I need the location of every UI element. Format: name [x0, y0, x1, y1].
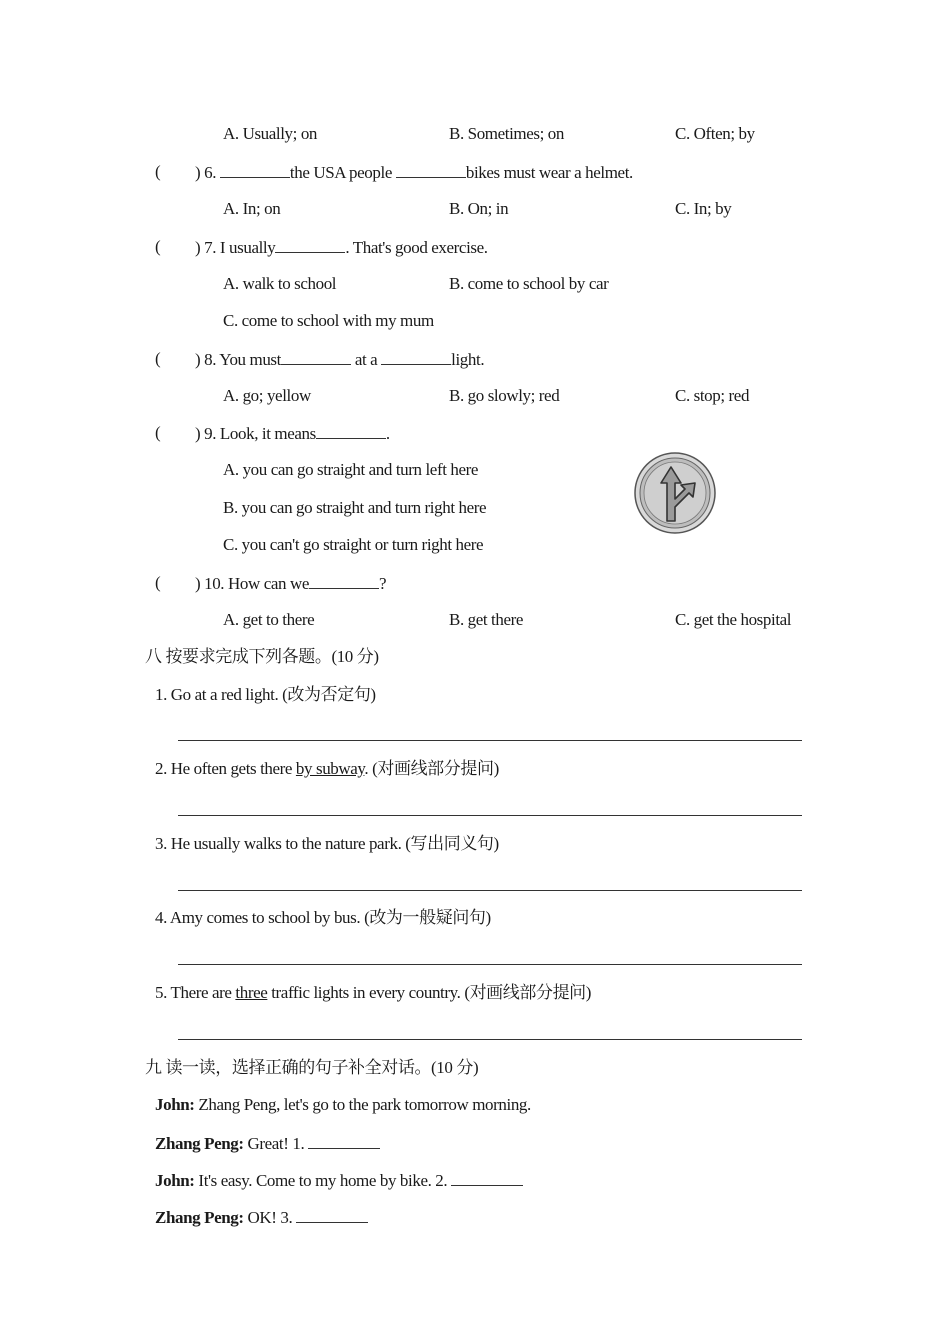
q8-blank-2[interactable] [381, 348, 451, 365]
q9-blank[interactable] [316, 422, 386, 439]
q6-answer-paren[interactable]: ( [155, 162, 161, 181]
speaker-label: John: [155, 1171, 195, 1190]
section-9-title: 九 读一读，选择正确的句子补全对话。(10 分) [145, 1058, 479, 1077]
q7-question [195, 236, 488, 259]
s8-item-2-underlined: by subway [295, 759, 365, 778]
q5-option-b: B. Sometimes; on [449, 124, 564, 143]
q8-text-1: at a [354, 350, 378, 369]
s8-item-4: 4. Amy comes to school by bus. (改为一般疑问句) [155, 908, 491, 927]
q6-option-c: C. In; by [675, 199, 732, 218]
q8-option-c: C. stop; red [675, 386, 750, 405]
q9-option-b: B. you can go straight and turn right here [223, 498, 487, 517]
q6-blank-2[interactable] [396, 161, 466, 178]
s8-item-1: 1. Go at a red light. (改为否定句) [155, 685, 376, 704]
q8-option-b: B. go slowly; red [449, 386, 560, 405]
q6-number: ) 6. [195, 163, 217, 182]
dialogue-blank-3[interactable] [296, 1206, 368, 1223]
s8-answer-line-4[interactable] [178, 964, 802, 965]
q9-text: . [385, 424, 390, 443]
q9-number: ) 9. Look, it means [195, 424, 316, 443]
dialogue-line-2 [155, 1132, 380, 1155]
q10-option-b: B. get there [449, 610, 524, 629]
dialogue-line-1 [155, 1094, 531, 1116]
q9-option-c: C. you can't go straight or turn right here [223, 535, 484, 554]
q10-text: ? [378, 574, 387, 593]
speaker-label: Zhang Peng: [155, 1208, 244, 1227]
q5-option-a: A. Usually; on [223, 124, 318, 143]
q7-number: ) 7. I usually [195, 238, 276, 257]
q7-option-c: C. come to school with my mum [223, 311, 434, 330]
q10-answer-paren[interactable]: ( [155, 573, 161, 592]
speaker-label: John: [155, 1095, 195, 1114]
s8-item-5 [155, 982, 591, 1004]
s8-answer-line-3[interactable] [178, 890, 802, 891]
q9-option-a: A. you can go straight and turn left here [223, 460, 479, 479]
q6-text-2: bikes must wear a helmet. [465, 163, 633, 182]
dialogue-blank-1[interactable] [308, 1132, 380, 1149]
q8-option-a: A. go; yellow [223, 386, 311, 405]
s8-item-2 [155, 758, 499, 780]
q10-blank[interactable] [309, 572, 379, 589]
s8-item-2-post: . (对画线部分提问) [364, 759, 499, 778]
q10-question [195, 572, 386, 595]
dialogue-text: Zhang Peng, let's go to the park tomorrow morning. [194, 1095, 531, 1114]
dialogue-blank-2[interactable] [451, 1169, 523, 1186]
dialogue-text: Great! 1. [243, 1134, 309, 1153]
q9-question [195, 422, 390, 445]
q10-number: ) 10. How can we [195, 574, 309, 593]
section-8-title: 八 按要求完成下列各题。(10 分) [145, 647, 379, 666]
q8-number: ) 8. You must [195, 350, 281, 369]
q7-answer-paren[interactable]: ( [155, 237, 161, 256]
s8-item-3: 3. He usually walks to the nature park. (写出同义句) [155, 834, 499, 853]
s8-answer-line-1[interactable] [178, 740, 802, 741]
q8-text-2: light. [451, 350, 485, 369]
straight-or-right-turn-sign-icon [633, 451, 717, 535]
q7-text: . That's good exercise. [345, 238, 488, 257]
s8-item-5-pre: 5. There are [155, 983, 236, 1002]
q6-option-a: A. In; on [223, 199, 281, 218]
q8-question [195, 348, 484, 371]
q7-blank[interactable] [275, 236, 345, 253]
q7-option-a: A. walk to school [223, 274, 337, 293]
q8-answer-paren[interactable]: ( [155, 349, 161, 368]
speaker-label: Zhang Peng: [155, 1134, 244, 1153]
q7-option-b: B. come to school by car [449, 274, 609, 293]
s8-item-2-pre: 2. He often gets there [155, 759, 296, 778]
q6-blank-1[interactable] [220, 161, 290, 178]
dialogue-line-4 [155, 1206, 368, 1229]
q10-option-c: C. get the hospital [675, 610, 792, 629]
s8-answer-line-5[interactable] [178, 1039, 802, 1040]
q10-option-a: A. get to there [223, 610, 315, 629]
q6-question [195, 161, 633, 184]
q6-text-1: the USA people [289, 163, 392, 182]
q9-answer-paren[interactable]: ( [155, 423, 161, 442]
s8-item-5-underlined: three [235, 983, 268, 1002]
dialogue-text: It's easy. Come to my home by bike. 2. [194, 1171, 452, 1190]
dialogue-line-3 [155, 1169, 523, 1192]
q6-option-b: B. On; in [449, 199, 509, 218]
q8-blank-1[interactable] [281, 348, 351, 365]
s8-item-5-post: traffic lights in every country. (对画线部分提问) [267, 983, 592, 1002]
q5-option-c: C. Often; by [675, 124, 755, 143]
dialogue-text: OK! 3. [243, 1208, 297, 1227]
s8-answer-line-2[interactable] [178, 815, 802, 816]
